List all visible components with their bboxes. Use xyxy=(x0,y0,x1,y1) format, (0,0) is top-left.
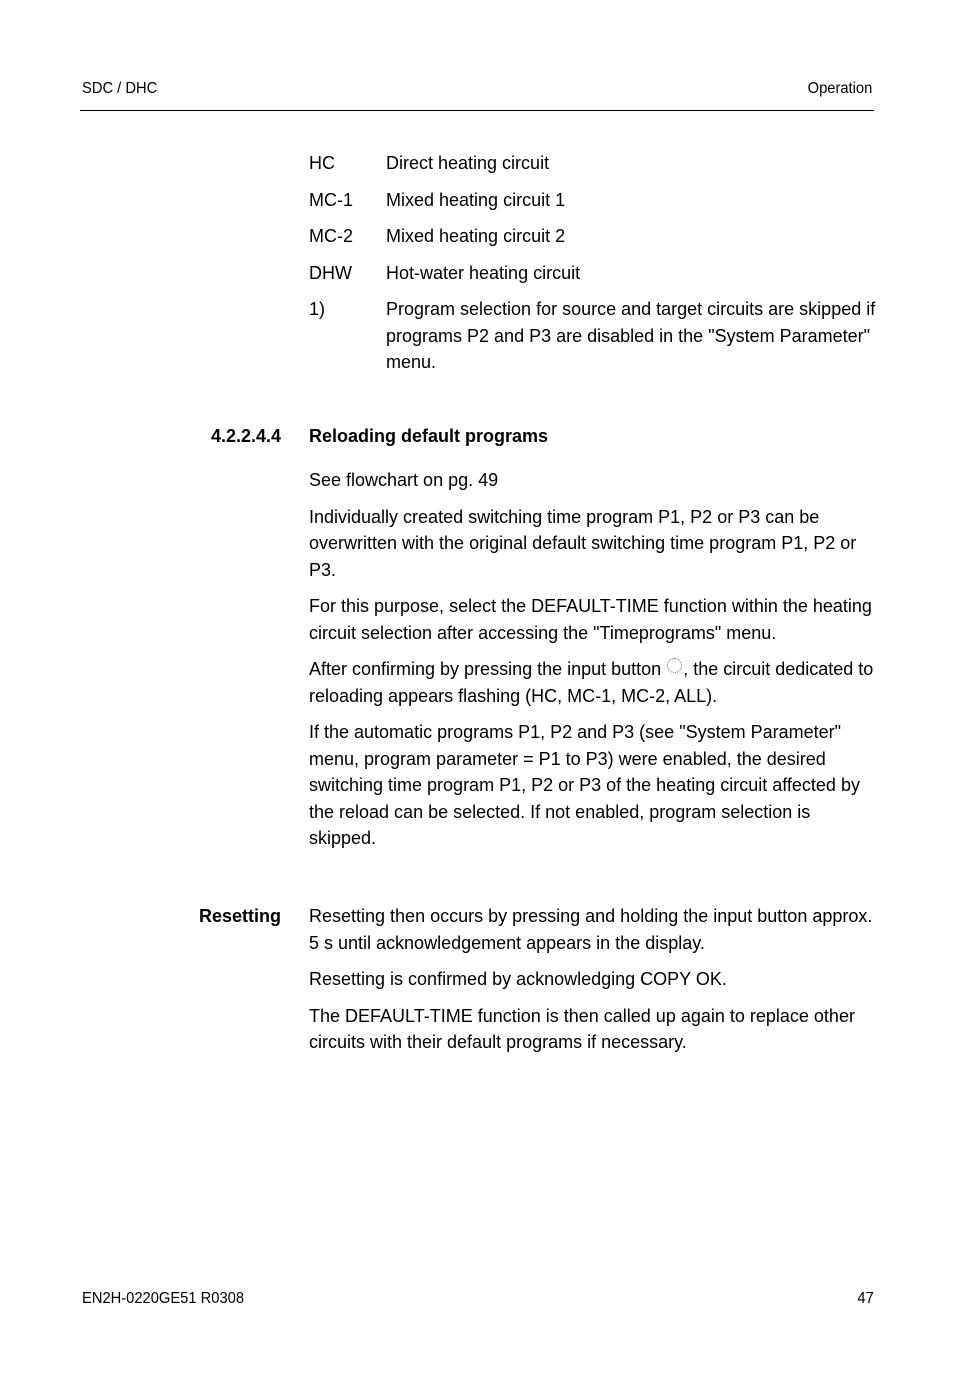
body-paragraph: For this purpose, select the DEFAULT-TIME function within the heating circuit selection after accessing the "Timeprograms" menu. xyxy=(309,596,872,643)
abbreviation-term: MC-1 xyxy=(309,189,353,210)
confirm-text-end: , the circuit dedicated to reloading appears flashing (HC, MC-1, MC-2, ALL). xyxy=(309,659,874,706)
flowchart-reference: See flowchart on pg. 49 xyxy=(309,470,499,490)
page-number: 47 xyxy=(857,1290,874,1307)
abbreviation-description: Mixed heating circuit 1 xyxy=(386,189,566,210)
abbreviation-list xyxy=(309,150,879,386)
footnote-text: Program selection for source and target circuits are skipped if programs P2 and P3 are disabled in the "System Parameter" menu. xyxy=(386,299,876,372)
section-number: 4.2.2.4.4 xyxy=(211,426,282,446)
document-id: EN2H-0220GE51 R0308 xyxy=(82,1290,245,1307)
body-paragraph: Individually created switching time program P1, P2 or P3 can be overwritten with the original default switching time program P1, P2 or P3. xyxy=(309,506,857,580)
body-paragraph: Resetting is confirmed by acknowledging COPY OK. xyxy=(309,969,727,989)
abbreviation-item xyxy=(309,260,879,287)
confirm-paragraph xyxy=(309,656,879,709)
abbreviation-description: Hot-water heating circuit xyxy=(386,262,581,283)
abbreviation-item xyxy=(309,150,879,177)
footnote-item xyxy=(309,296,879,376)
resetting-body xyxy=(309,903,879,1066)
abbreviation-term: DHW xyxy=(309,262,352,283)
abbreviation-description: Direct heating circuit xyxy=(386,153,550,173)
abbreviation-term: MC-2 xyxy=(309,226,353,246)
header-product-name: SDC / DHC xyxy=(82,80,158,97)
section-body xyxy=(309,467,879,862)
abbreviation-description: Mixed heating circuit 2 xyxy=(386,226,566,246)
abbreviation-item xyxy=(309,223,879,250)
abbreviation-term: HC xyxy=(309,153,335,173)
abbreviation-item xyxy=(309,187,879,214)
body-paragraph: The DEFAULT-TIME function is then called up again to replace other circuits with their default programs if necessary. xyxy=(309,1005,855,1052)
body-paragraph: If the automatic programs P1, P2 and P3 (see "System Parameter" menu, program parameter = P1 to P3) were enabled, the desired switching time program P1, P2 or P3 of the heating circuit affected by the reload can be selected. If not enabled, program selection is skipped. xyxy=(309,722,860,848)
section-title: Reloading default programs xyxy=(309,426,549,446)
page-header xyxy=(80,78,874,111)
body-paragraph: Resetting then occurs by pressing and holding the input button approx. 5 s until acknowledgement appears in the display. xyxy=(309,906,873,953)
input-button-icon xyxy=(667,658,682,673)
resetting-label: Resetting xyxy=(199,906,282,926)
header-chapter-name: Operation xyxy=(807,80,872,97)
confirm-text-start: After confirming by pressing the input button xyxy=(309,659,667,679)
footnote-marker: 1) xyxy=(309,299,326,319)
